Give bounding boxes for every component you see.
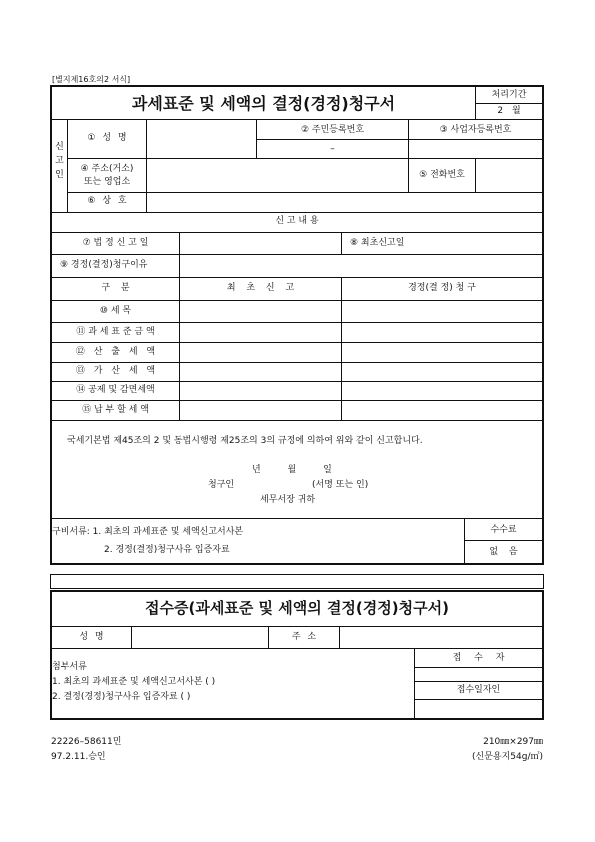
required-docs-line1: 구비서류: 1. 최초의 과세표준 및 세액신고서사본 xyxy=(52,527,244,537)
row-payable-tax: ⑮ 납 부 할 세 액 xyxy=(82,405,149,415)
date-line: 년 월 일 xyxy=(252,465,332,475)
addressee: 세무서장 귀하 xyxy=(260,495,316,505)
claim-reason-label: ⑨ 경정(결정)청구이유 xyxy=(60,260,148,270)
form-title: 과세표준 및 세액의 결정(경정)청구서 xyxy=(131,94,396,113)
first-report-date-label: ⑧ 최초신고일 xyxy=(350,238,405,248)
receipt-date-stamp-label: 접수일자인 xyxy=(456,685,501,695)
approval-date: 97.2.11.승인 xyxy=(51,752,106,762)
receipt-title: 접수증(과세표준 및 세액의 결정(경정)청구서) xyxy=(145,599,449,617)
claimant-label: 청구인 xyxy=(208,480,235,490)
report-content-header: 신 고 내 용 xyxy=(275,216,319,226)
receipt-attachments-label: 첨부서류 xyxy=(52,662,87,672)
required-docs-line2: 2. 경정(결정)청구사유 입증자료 xyxy=(104,545,230,555)
fee-label: 수수료 xyxy=(490,525,517,535)
fee-value: 없 음 xyxy=(489,547,518,557)
processing-period-label: 처리기간 xyxy=(491,90,527,100)
name-label: ① 성 명 xyxy=(87,133,127,143)
business-number-label: ③ 사업자등록번호 xyxy=(439,125,512,135)
column-category: 구 분 xyxy=(101,283,130,293)
paper-type: (신문용지54g/㎡) xyxy=(472,752,543,762)
column-first-report: 최 초 신 고 xyxy=(226,283,295,293)
form-code: 22226–58611민 xyxy=(51,737,122,747)
signature-note: (서명 또는 인) xyxy=(312,480,369,490)
processing-period-value: 2 월 xyxy=(497,106,521,116)
row-calculated-tax: ⑫ 산 출 세 액 xyxy=(75,347,156,357)
receipt-name-label: 성 명 xyxy=(79,632,104,642)
address-label-line2: 또는 영업소 xyxy=(83,177,131,187)
declarant-label: 신고인 xyxy=(55,142,64,180)
receipt-attachment-2: 2. 결정(경정)청구사유 입증자료 ( ) xyxy=(52,692,191,702)
company-name-label: ⑥ 상 호 xyxy=(87,196,127,206)
declaration-text: 국세기본법 제45조의 2 및 동법시행령 제25조의 3의 규정에 의하여 위와 같이 신고합니다. xyxy=(67,436,423,446)
row-tax-base: ⑪ 과 세 표 준 금 액 xyxy=(76,327,155,337)
phone-label: ⑤ 전화번호 xyxy=(419,170,465,180)
resident-number-value: – xyxy=(330,144,335,154)
receiver-label: 접 수 자 xyxy=(452,653,505,663)
row-additional-tax: ⑬ 가 산 세 액 xyxy=(75,366,156,376)
resident-number-label: ② 주민등록번호 xyxy=(300,125,365,135)
receipt-attachment-1: 1. 최초의 과세표준 및 세액신고서사본 ( ) xyxy=(52,677,216,687)
row-tax-item: ⑩ 세 목 xyxy=(99,306,132,316)
paper-size: 210㎜×297㎜ xyxy=(483,737,543,747)
form-number: [별지제16호의2 서식] xyxy=(52,75,131,84)
statutory-date-label: ⑦ 법 정 신 고 일 xyxy=(82,238,149,248)
column-claim: 경정(결 정) 청 구 xyxy=(408,283,476,293)
address-label-line1: ④ 주소(거소) xyxy=(80,164,134,174)
row-deductions: ⑭ 공제 및 감면세액 xyxy=(76,385,155,395)
receipt-address-label: 주 소 xyxy=(291,632,317,642)
